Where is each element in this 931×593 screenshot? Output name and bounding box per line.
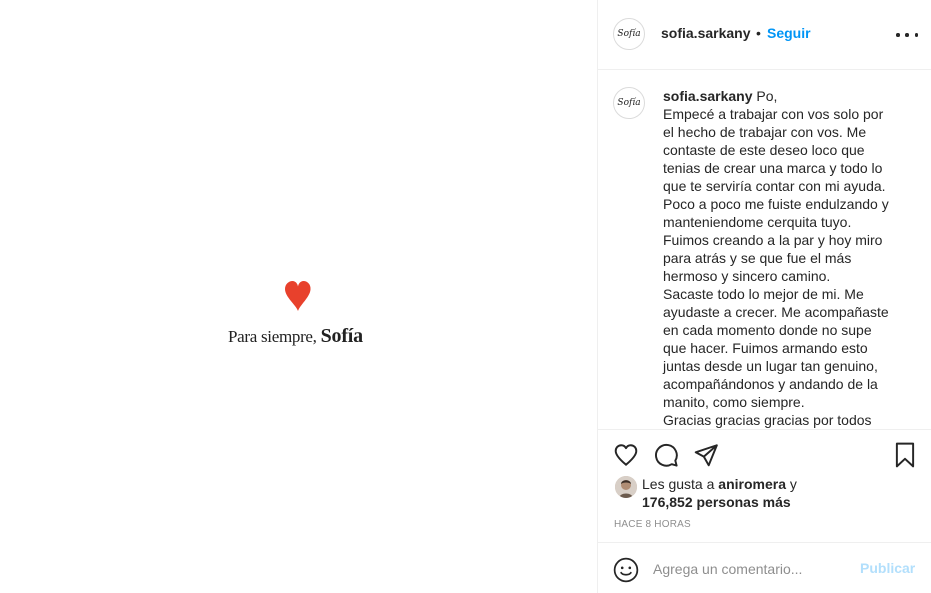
post-timestamp[interactable]: HACE 8 HORAS — [614, 519, 691, 530]
caption-line: ayudaste a crecer. Me acompañaste — [663, 304, 889, 320]
likes-conjunction: y — [789, 476, 797, 492]
comment-input[interactable] — [653, 559, 853, 579]
heart-icon — [283, 280, 313, 312]
caption-line: Po, — [756, 88, 778, 104]
caption-line: manteniendome cerquita tuyo. — [663, 214, 852, 230]
likes-count[interactable]: 176,852 personas más — [642, 494, 791, 510]
emoji-icon[interactable] — [613, 557, 639, 583]
comment-icon[interactable] — [653, 442, 679, 468]
caption-avatar[interactable] — [613, 87, 645, 119]
caption-line: manito, como siempre. — [663, 394, 805, 410]
likes-summary — [642, 476, 797, 492]
comment-form — [598, 542, 931, 593]
caption-line: para atrás y se que fue el más — [663, 250, 852, 266]
caption-line: Gracias gracias gracias por todos — [663, 412, 872, 428]
caption-line: juntas desde un lugar tan genuino, — [663, 358, 878, 374]
caption-text — [663, 87, 913, 428]
caption-line: Poco a poco me fuiste endulzando y — [663, 196, 889, 212]
caption-line: Empecé a trabajar con vos solo por — [663, 106, 884, 122]
image-caption-part1: Para siempre, — [228, 327, 317, 346]
liker-photo-icon — [615, 476, 637, 498]
caption-line: acompañándonos y andando de la — [663, 376, 878, 392]
avatar-logo: Sofía — [617, 29, 641, 39]
avatar[interactable] — [613, 18, 645, 50]
caption-line: contaste de este deseo loco que — [663, 142, 865, 158]
like-heart-icon[interactable] — [613, 442, 639, 468]
comments-area[interactable] — [598, 71, 931, 428]
caption-line: hermoso y sincero camino. — [663, 268, 831, 284]
liker-username[interactable]: aniromera — [718, 476, 786, 492]
caption-line: en cada momento donde no supe — [663, 322, 872, 338]
share-icon[interactable] — [693, 442, 719, 468]
caption-line: Sacaste todo lo mejor de mi. Me — [663, 286, 864, 302]
likes-prefix: Les gusta a — [642, 476, 715, 492]
bookmark-icon[interactable] — [892, 442, 918, 468]
caption-username[interactable]: sofia.sarkany — [663, 88, 753, 104]
caption-line: que hacer. Fuimos armando esto — [663, 340, 868, 356]
caption-avatar-logo: Sofía — [617, 98, 641, 108]
more-options-icon[interactable] — [896, 25, 918, 45]
post-header — [598, 0, 931, 70]
post-actions — [598, 429, 931, 542]
separator-dot: • — [756, 25, 761, 41]
post-panel — [597, 0, 931, 593]
image-caption — [228, 325, 378, 348]
image-caption-part2: Sofía — [320, 325, 363, 347]
caption-line: el hecho de trabajar con vos. Me — [663, 124, 867, 140]
caption-line: que te serviría contar con mi ayuda. — [663, 178, 886, 194]
follow-button[interactable]: Seguir — [767, 25, 811, 41]
header-username[interactable]: sofia.sarkany — [661, 25, 751, 41]
caption-line: tenias de crear una marca y todo lo — [663, 160, 883, 176]
publish-button[interactable]: Publicar — [860, 560, 916, 576]
liker-avatar[interactable] — [615, 476, 637, 498]
caption-line: Fuimos creando a la par y hoy miro — [663, 232, 883, 248]
